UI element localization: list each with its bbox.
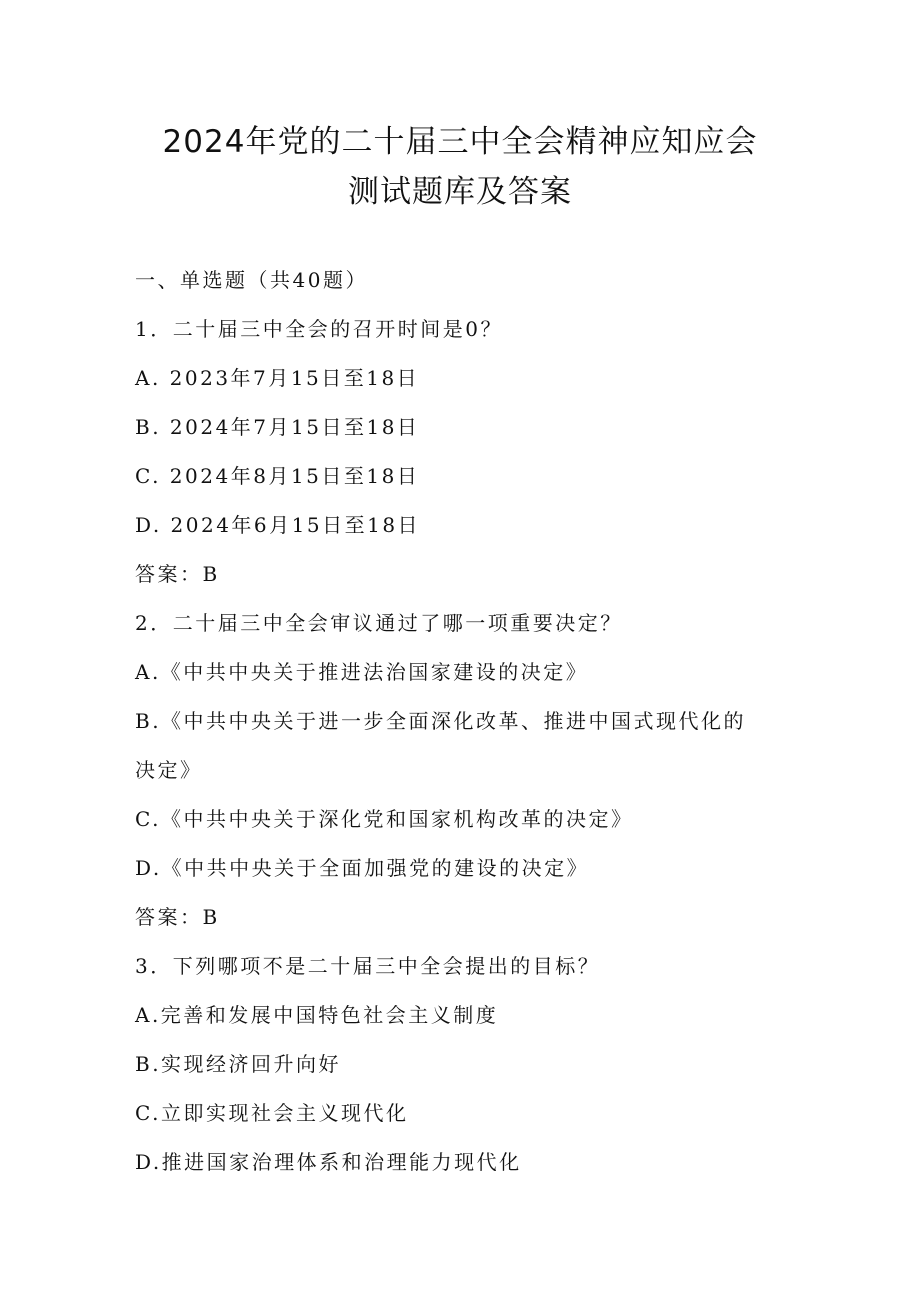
question-2-answer: 答案：B [135,905,220,929]
question-1-option-d: D. 2024年6月15日至18日 [135,513,421,537]
question-1-option-b: B. 2024年7月15日至18日 [135,415,420,439]
question-2-option-b-continued: 决定》 [135,758,203,782]
question-1-option-c: C. 2024年8月15日至18日 [135,464,420,488]
question-2-stem: 2．二十届三中全会审议通过了哪一项重要决定？ [135,611,623,635]
question-1-answer: 答案：B [135,562,220,586]
question-3-option-d: D.推进国家治理体系和治理能力现代化 [135,1150,522,1174]
question-3-option-b: B.实现经济回升向好 [135,1052,342,1076]
question-1-stem: 1．二十届三中全会的召开时间是0？ [135,317,503,341]
document-title-line-1: 2024年党的二十届三中全会精神应知应会 [162,124,758,160]
question-2-option-b: B.《中共中央关于进一步全面深化改革、推进中国式现代化的 [135,709,747,733]
document-title-line-2: 测试题库及答案 [348,174,572,210]
section-heading: 一、单选题（共40题） [135,268,368,292]
question-3-stem: 3．下列哪项不是二十届三中全会提出的目标？ [135,954,601,978]
question-2-option-a: A.《中共中央关于推进法治国家建设的决定》 [135,660,589,684]
question-2-option-d: D.《中共中央关于全面加强党的建设的决定》 [135,856,590,880]
question-3-option-a: A.完善和发展中国特色社会主义制度 [135,1003,499,1027]
question-3-option-c: C.立即实现社会主义现代化 [135,1101,409,1125]
question-2-option-c: C.《中共中央关于深化党和国家机构改革的决定》 [135,807,634,831]
question-1-option-a: A. 2023年7月15日至18日 [135,366,420,390]
